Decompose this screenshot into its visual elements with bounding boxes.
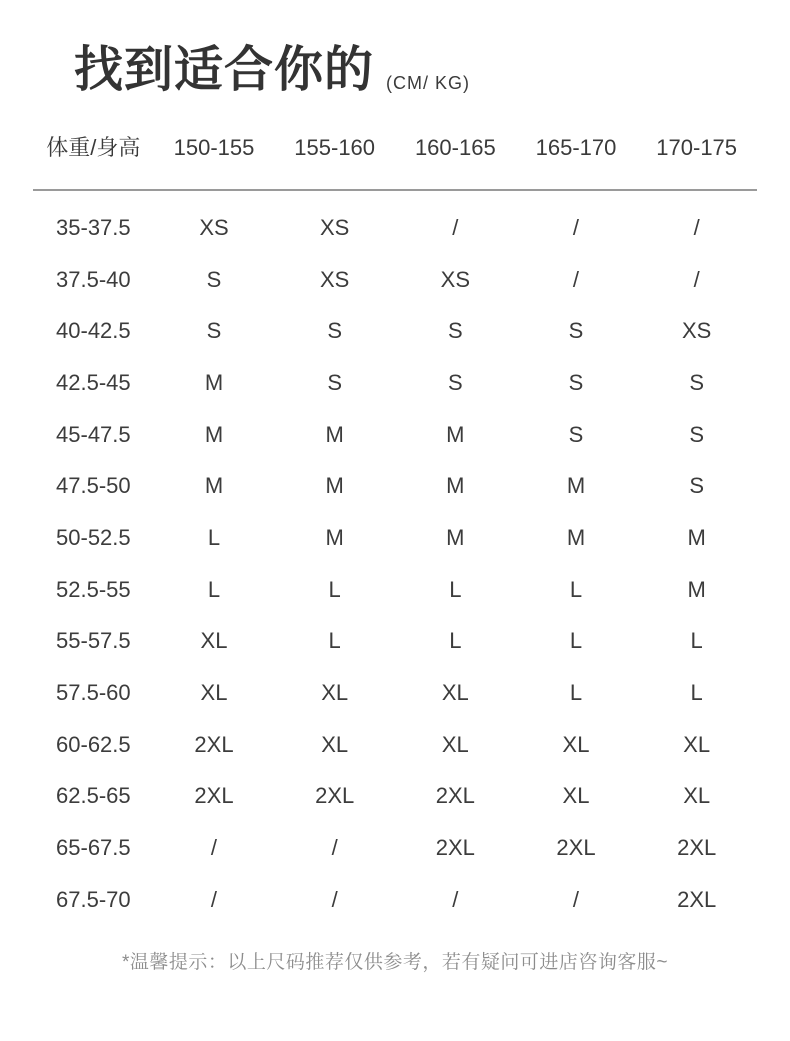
col-header-height-range: 155-160 [294, 135, 376, 160]
size-cell: / [210, 886, 218, 912]
row-label-weight-range: 42.5-45 [56, 369, 131, 395]
table-row [33, 357, 757, 409]
row-label-weight-range: 40-42.5 [56, 318, 131, 344]
size-cell: XL [200, 628, 228, 654]
size-cell: M [325, 421, 344, 447]
size-cell: L [449, 576, 462, 602]
size-cell: XS [319, 266, 350, 292]
size-cell: / [331, 886, 338, 912]
size-cell: S [206, 318, 222, 344]
size-cell: XL [683, 783, 711, 809]
size-cell: S [689, 473, 704, 499]
size-cell: 2XL [677, 886, 717, 912]
size-cell: M [325, 524, 344, 550]
size-cell: XS [199, 214, 229, 240]
size-cell: S [327, 318, 342, 344]
row-label-weight-range: 62.5-65 [56, 783, 131, 809]
size-cell: XL [562, 783, 590, 809]
size-cell: M [687, 576, 706, 602]
row-label-weight-range: 60-62.5 [56, 731, 131, 757]
size-cell: L [690, 628, 703, 654]
row-label-weight-range: 65-67.5 [56, 835, 131, 861]
size-cell: M [446, 524, 465, 550]
size-cell: / [572, 266, 580, 292]
size-cell: / [693, 266, 700, 292]
unit-label: (CM/ KG) [386, 73, 471, 93]
size-cell: XL [200, 680, 228, 706]
size-cell: M [446, 473, 465, 499]
row-label-weight-range: 47.5-50 [56, 473, 131, 499]
table-row [33, 616, 757, 668]
table-body [33, 191, 757, 926]
row-label-weight-range: 52.5-55 [56, 576, 131, 602]
size-cell: S [568, 369, 584, 395]
size-cell: M [566, 473, 586, 499]
size-cell: / [331, 835, 338, 861]
size-cell: L [569, 680, 583, 706]
col-header-height-range: 170-175 [656, 135, 738, 160]
size-cell: S [568, 421, 584, 447]
size-cell: 2XL [435, 835, 475, 861]
size-cell: M [566, 524, 586, 550]
table-row [33, 771, 757, 823]
table-row [33, 409, 757, 461]
size-cell: 2XL [194, 731, 234, 757]
size-cell: XS [319, 214, 350, 240]
size-cell: L [328, 576, 341, 602]
size-cell: M [204, 421, 224, 447]
size-cell: L [328, 628, 341, 654]
size-cell: / [210, 835, 218, 861]
size-cell: L [569, 628, 583, 654]
size-cell: XS [681, 318, 712, 344]
size-cell: M [204, 369, 224, 395]
table-row [33, 719, 757, 771]
size-cell: XL [321, 731, 349, 757]
row-label-weight-range: 37.5-40 [56, 266, 131, 292]
size-cell: L [207, 524, 221, 550]
table-row [33, 202, 757, 254]
row-label-weight-range: 50-52.5 [56, 524, 131, 550]
size-cell: L [690, 680, 703, 706]
row-label-weight-range: 45-47.5 [56, 421, 131, 447]
table-row [33, 305, 757, 357]
col-header-height-range: 165-170 [535, 135, 617, 160]
row-label-weight-range: 35-37.5 [56, 214, 131, 240]
size-cell: M [204, 473, 224, 499]
size-cell: M [687, 524, 706, 550]
row-label-weight-range: 55-57.5 [56, 628, 131, 654]
size-cell: / [572, 886, 580, 912]
size-cell: S [689, 421, 704, 447]
page-title: 找到适合你的 [74, 43, 375, 98]
size-cell: S [447, 369, 463, 395]
size-cell: / [452, 214, 459, 240]
table-row [33, 254, 757, 306]
size-cell: M [446, 421, 465, 447]
size-table [33, 134, 757, 926]
size-cell: XL [441, 680, 469, 706]
table-row [33, 460, 757, 512]
size-cell: S [689, 369, 704, 395]
size-cell: M [325, 473, 344, 499]
size-cell: 2XL [435, 783, 475, 809]
size-cell: XL [562, 731, 590, 757]
size-cell: 2XL [677, 835, 717, 861]
size-cell: S [327, 369, 342, 395]
footer-note: *温馨提示：以上尺码推荐仅供参考，若有疑问可进店咨询客服~ [122, 951, 668, 973]
size-cell: XL [683, 731, 711, 757]
size-cell: S [568, 318, 584, 344]
table-row [33, 874, 757, 926]
size-cell: L [449, 628, 462, 654]
size-cell: XL [321, 680, 349, 706]
size-cell: 2XL [194, 783, 234, 809]
col-header-weight-height: 体重/身高 [46, 135, 141, 160]
table-row [33, 667, 757, 719]
size-cell: S [206, 266, 222, 292]
size-cell: L [207, 576, 221, 602]
col-header-height-range: 150-155 [173, 135, 255, 160]
size-cell: 2XL [315, 783, 355, 809]
size-cell: XS [440, 266, 470, 292]
size-cell: / [452, 886, 459, 912]
size-cell: XL [441, 731, 469, 757]
size-cell: 2XL [556, 835, 596, 861]
row-label-weight-range: 67.5-70 [56, 886, 131, 912]
size-cell: / [572, 214, 580, 240]
table-row [33, 512, 757, 564]
size-cell: S [447, 318, 463, 344]
table-row [33, 822, 757, 874]
table-row [33, 564, 757, 616]
table-header-row [33, 134, 757, 161]
title-row [0, 0, 790, 98]
col-header-height-range: 160-165 [414, 135, 496, 160]
row-label-weight-range: 57.5-60 [56, 680, 131, 706]
size-cell: / [693, 214, 700, 240]
size-cell: L [569, 576, 583, 602]
